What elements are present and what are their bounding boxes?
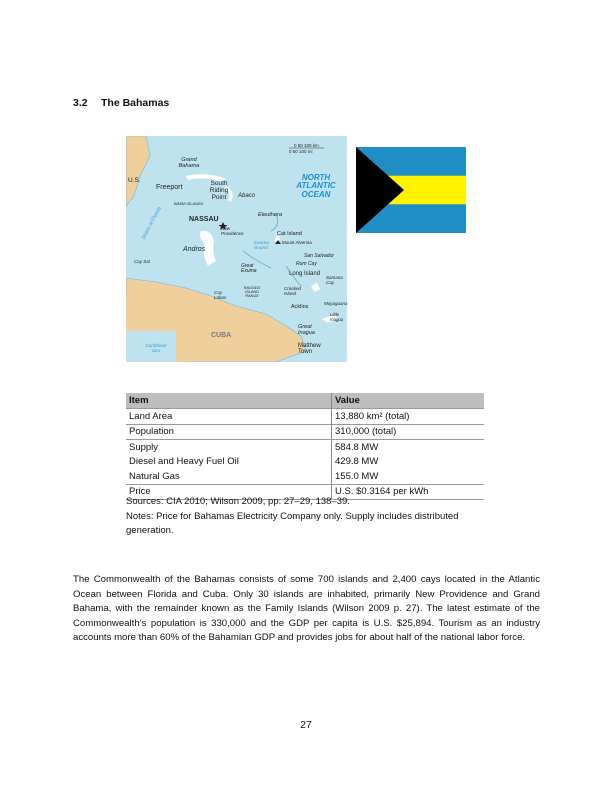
section-heading <box>73 97 169 109</box>
cell: Land Area <box>126 409 332 425</box>
cell: 584.8 MW <box>332 440 485 455</box>
map-label-matthew-town: Matthew Town <box>298 343 321 356</box>
map-label-south-riding-point: South Riding Point <box>209 180 229 201</box>
bahamas-map <box>126 136 347 362</box>
header-item: Item <box>126 393 332 409</box>
table-row <box>126 424 484 440</box>
map-label-abaco: Abaco <box>238 193 256 199</box>
map-label-freeport: Freeport <box>156 184 183 191</box>
cell: Price <box>126 484 332 500</box>
map-label-crooked-island: Crooked Island <box>284 286 302 296</box>
cell: Supply <box>126 440 332 455</box>
map-label-straits: Straits of Florida <box>140 205 163 241</box>
map-label-little-inagua: Little Inagua <box>330 312 344 322</box>
table-sources: Sources: CIA 2010; Wilson 2009, pp. 27–29, 138–39. <box>126 496 350 507</box>
map-label-eleuthera: Eleuthera <box>258 212 282 218</box>
map-label-san-salvador: San Salvador <box>304 253 335 259</box>
table-row <box>126 469 484 484</box>
table-row <box>126 409 484 425</box>
map-label-grand-bahama: Grand Bahama <box>178 157 200 169</box>
map-label-mount-alvernia: Mount Alvernia <box>282 240 312 245</box>
map-label-us: U.S. <box>128 177 141 184</box>
map-label-samana-cay: Samana Cay <box>326 275 343 285</box>
map-label-bimini: BIMINI ISLANDS <box>174 202 203 206</box>
map-label-ocean: NORTH ATLANTIC OCEAN <box>296 173 336 199</box>
table-notes <box>126 495 486 539</box>
map-label-cuba: CUBA <box>211 332 232 339</box>
map-scale-km: 0 50 100 km <box>294 143 319 148</box>
table-header <box>126 393 484 409</box>
map-label-andros: Andros <box>183 246 206 253</box>
cell: Population <box>126 424 332 440</box>
bahamas-data-table <box>126 393 484 500</box>
cell: Natural Gas <box>126 469 332 484</box>
header-value: Value <box>332 393 485 409</box>
section-number: 3.2 <box>73 97 88 109</box>
table-row <box>126 455 484 470</box>
map-label-mayaguana: Mayaguana <box>324 301 348 306</box>
map-label-cat-island: Cat Island <box>277 231 302 237</box>
table-row <box>126 440 484 455</box>
bahamas-flag <box>356 147 466 233</box>
cell: 310,000 (total) <box>332 424 485 440</box>
map-scale-mi: 0 50 100 mi <box>289 149 313 154</box>
map-label-new-providence: New Providence <box>221 226 244 236</box>
map-label-great-inagua: Great Inagua <box>298 324 315 336</box>
map-label-caribbean-sea: Caribbean Sea <box>145 343 167 353</box>
section-title: The Bahamas <box>101 97 170 109</box>
cell: 429.8 MW <box>335 456 379 468</box>
map-label-ragged-island: RAGGED ISLAND RANGE <box>243 286 261 298</box>
map-label-cay-sal: Cay Sal <box>134 259 150 264</box>
map-label-nassau: NASSAU <box>189 216 219 223</box>
page-number: 27 <box>300 719 312 731</box>
cell: 155.0 MW <box>335 470 379 482</box>
map-label-exuma-sound: Exuma Sound <box>254 241 269 252</box>
map-label-acklins: Acklins <box>291 304 309 310</box>
cell: U.S. $0.3164 per kWh <box>332 484 485 500</box>
cell: 13,880 km² (total) <box>332 409 485 425</box>
cell: Diesel and Heavy Fuel Oil <box>126 455 332 470</box>
body-paragraph: The Commonwealth of the Bahamas consists of some 700 islands and 2,400 cays located in the Atlantic Ocean between Florida and Cuba. Only 30 islands are inhabited, primarily New Providence and Grand Bahama, with the remainder known as the Family Islands (Wilson 2009 p. 27). The latest estimate of the Commonwealth’s population is 330,000 and the GDP per capita is U.S. $25,894. Tourism as an industry accounts more than 60% of the Bahamian GDP and provides jobs for about half of the national labor force. <box>73 574 540 643</box>
map-label-cay-lobos: Cay Lobos <box>214 290 227 300</box>
map-label-great-exuma: Great Exuma <box>241 263 257 275</box>
map-label-rum-cay: Rum Cay <box>296 261 317 267</box>
map-label-long-island: Long Island <box>289 271 321 277</box>
table-note-text: Notes: Price for Bahamas Electricity Company only. Supply includes distributed generation. <box>126 510 459 536</box>
